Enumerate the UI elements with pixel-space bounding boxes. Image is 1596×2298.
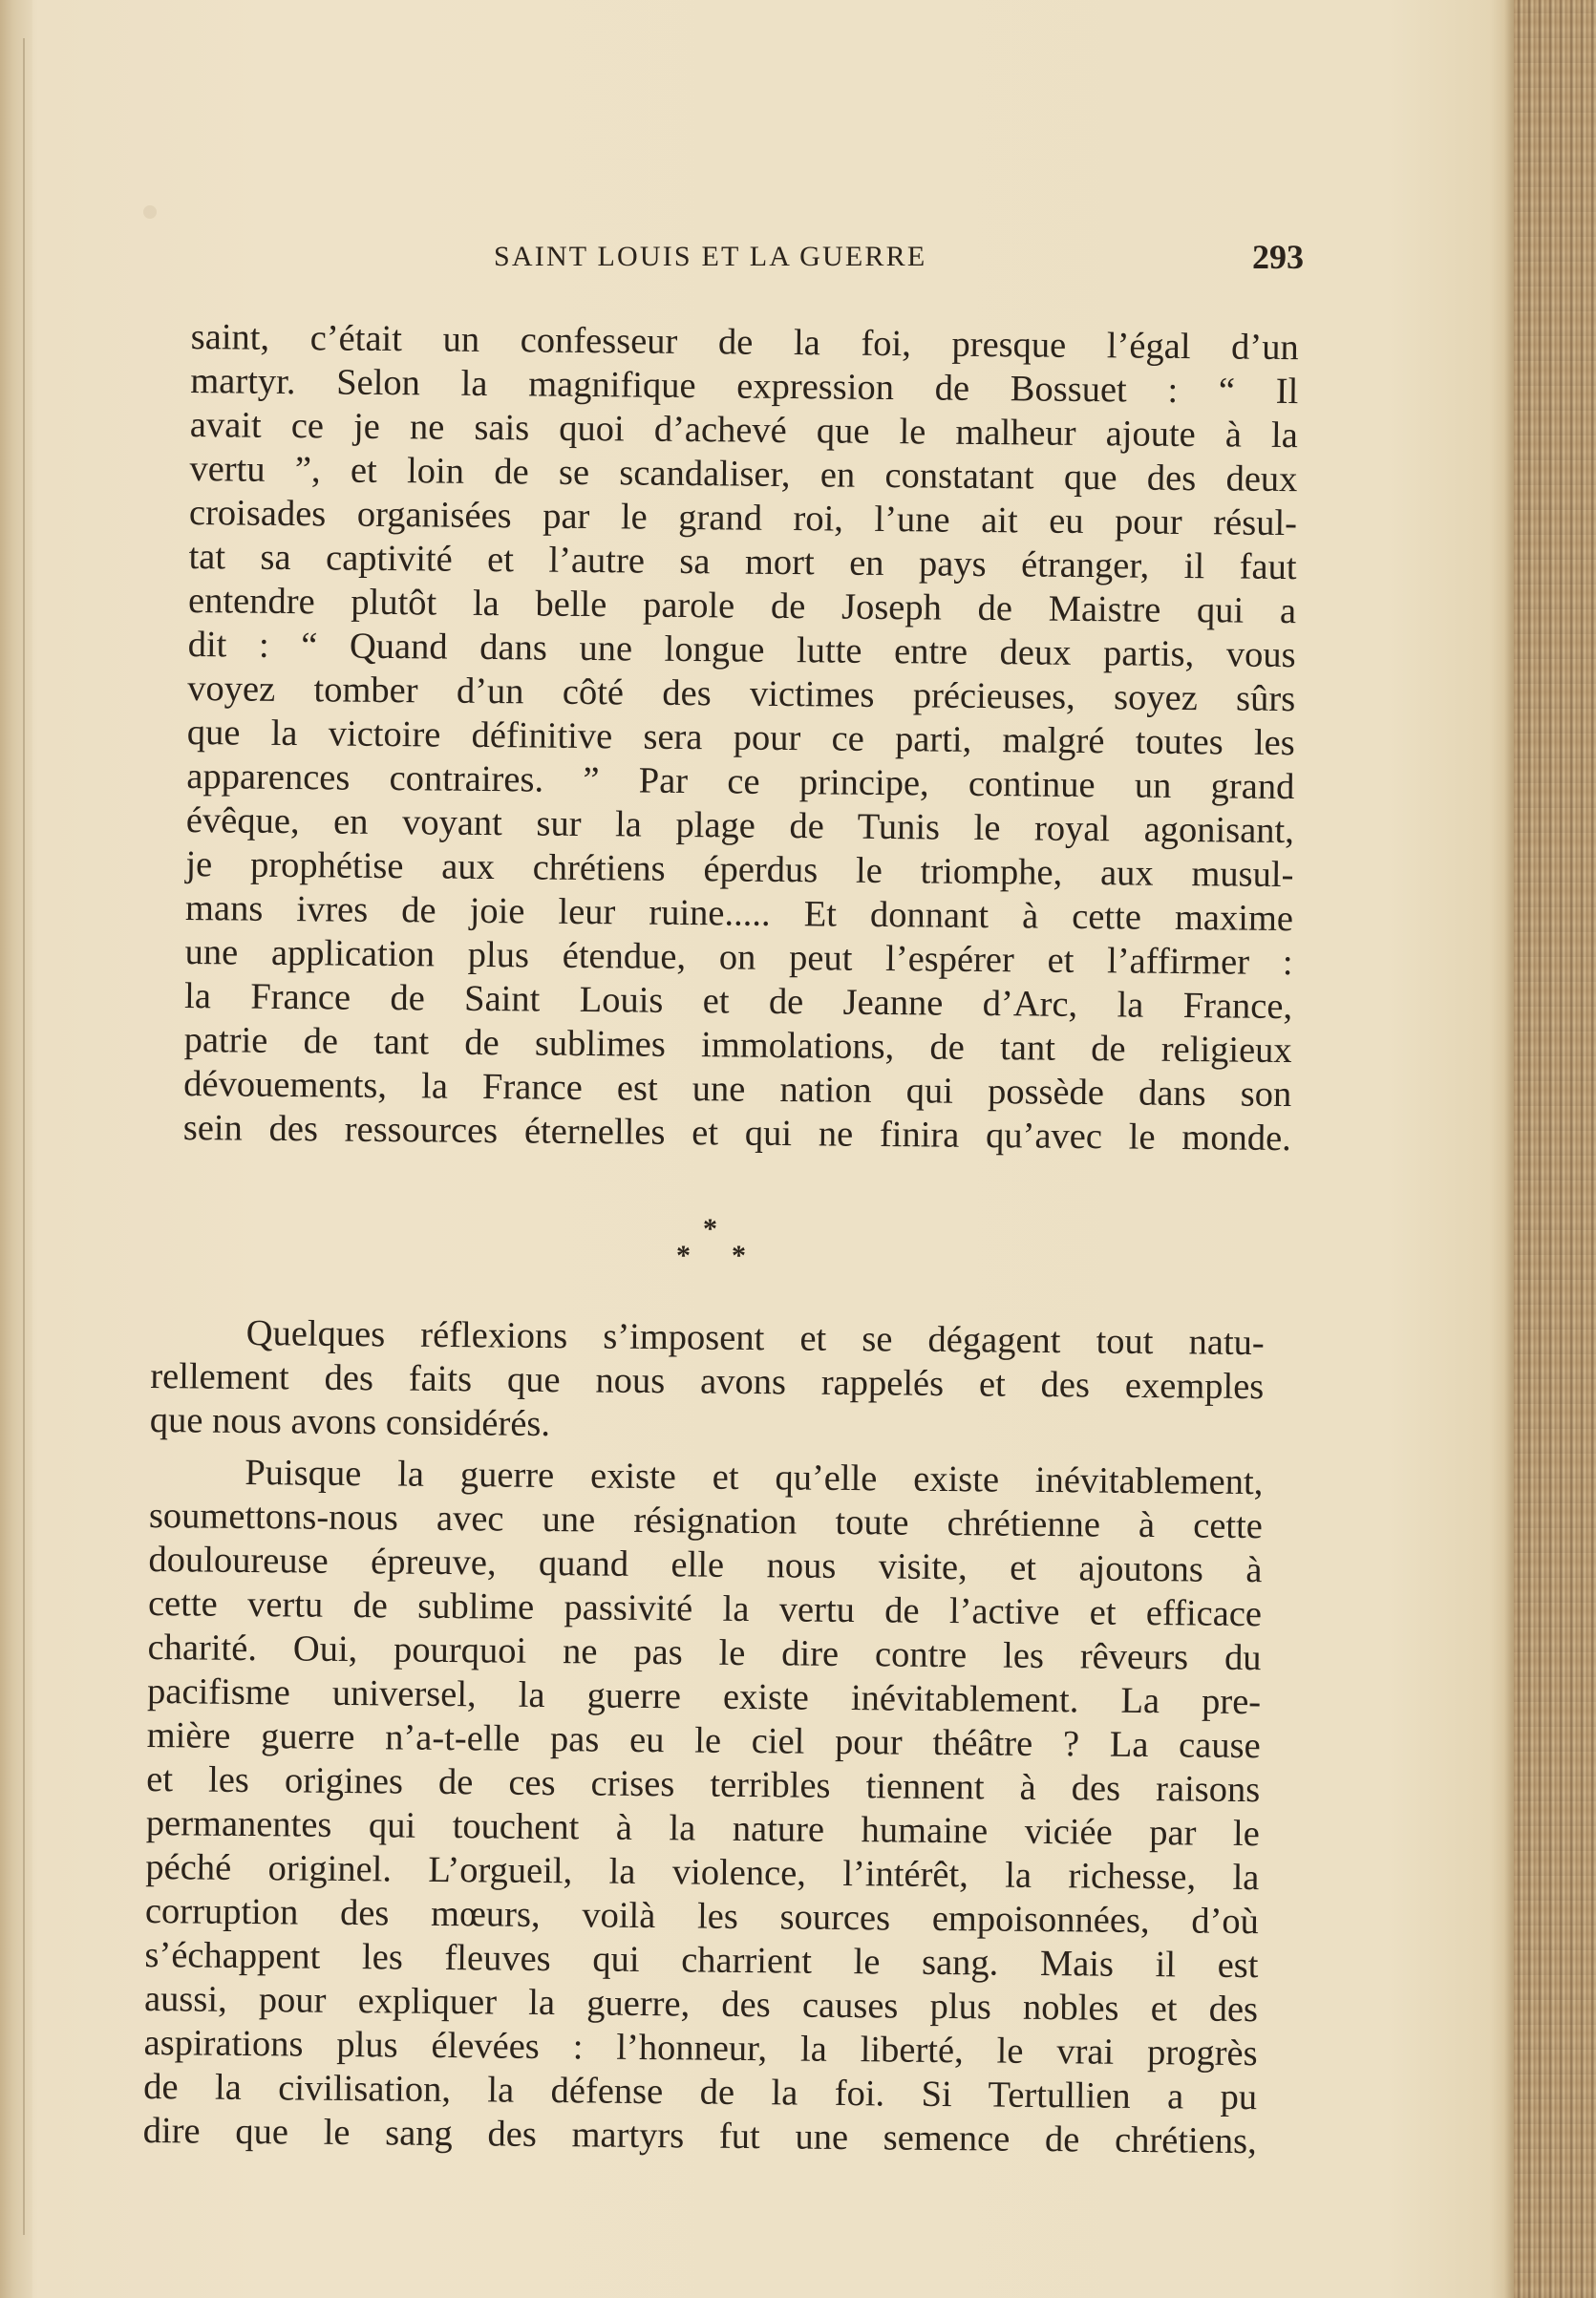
text-line: douloureuse épreuve, quand elle nous visite, et ajoutons à [148, 1539, 1263, 1591]
binding-gutter [0, 0, 32, 2298]
text-line: une application plus étendue, on peut l’espérer et l’affirmer : [184, 931, 1293, 984]
text-line: charité. Oui, pourquoi ne pas le dire contre les rêveurs du [147, 1627, 1262, 1679]
page-edges [1514, 0, 1596, 2298]
text-line: s’échappent les fleuves qui charrient le sang. Mais il est [144, 1934, 1259, 1987]
text-line: évêque, en voyant sur la plage de Tunis le royal agonisant, [185, 799, 1295, 852]
text-line: péché originel. L’orgueil, la violence, l’intérêt, la richesse, la [145, 1846, 1260, 1899]
text-line: tat sa captivité et l’autre sa mort en pays étranger, il faut [188, 536, 1297, 588]
text-line: dire que le sang des martyrs fut une semence de chrétiens, [142, 2110, 1257, 2162]
gutter-rule [23, 38, 25, 2235]
text-line: mans ivres de joie leur ruine..... Et donnant à cette maxime [184, 887, 1294, 940]
section-break-asterism [659, 1213, 764, 1280]
text-line: dévouements, la France est une nation qui possède dans son [183, 1063, 1292, 1116]
text-line: cette vertu de sublime passivité la vertu de l’active et efficace [147, 1583, 1263, 1635]
text-line: voyez tomber d’un côté des victimes précieuses, soyez sûrs [187, 668, 1296, 720]
text-line: dit : “ Quand dans une longue lutte entre deux partis, vous [187, 624, 1296, 676]
paragraph-1 [183, 315, 1299, 1160]
text-line: rellement des faits que nous avons rappelés et des exemples [150, 1355, 1265, 1408]
running-header [482, 238, 1304, 288]
page-stain [143, 205, 157, 219]
text-line: et les origines de ces crises terribles tiennent à des raisons [146, 1758, 1261, 1811]
text-line: mière guerre n’a-t-elle pas eu le ciel pour théâtre ? La cause [146, 1714, 1261, 1767]
text-line: soumettons-nous avec une résignation toute chrétienne à cette [148, 1495, 1264, 1547]
asterisk: * [703, 1213, 717, 1245]
text-line: que la victoire définitive sera pour ce parti, malgré toutes les [186, 712, 1295, 764]
text-line: corruption des mœurs, voilà les sources empoisonnées, d’où [144, 1890, 1260, 1943]
text-line: de la civilisation, la défense de la foi. Si Tertullien a pu [142, 2066, 1258, 2118]
text-line: que nous avons considérés. [149, 1399, 551, 1445]
page-number: 293 [1252, 238, 1304, 276]
text-line: permanentes qui touchent à la nature humaine viciée par le [145, 1802, 1260, 1855]
text-line: la France de Saint Louis et de Jeanne d’Arc, la France, [183, 975, 1293, 1028]
text-line: aussi, pour expliquer la guerre, des causes plus nobles et des [143, 1978, 1259, 2031]
asterisk: * [676, 1240, 691, 1271]
text-line: patrie de tant de sublimes immolations, de tant de religieux [183, 1019, 1292, 1072]
text-line: je prophétise aux chrétiens éperdus le triomphe, aux musul- [185, 843, 1294, 896]
text-line: saint, c’était un confesseur de la foi, presque l’égal d’un [190, 316, 1299, 369]
asterisk: * [732, 1240, 746, 1271]
text-line: sein des ressources éternelles et qui ne finira qu’avec le monde. [182, 1107, 1291, 1160]
paragraphs-2-3 [143, 1310, 1265, 2163]
running-title: SAINT LOUIS ET LA GUERRE [494, 241, 927, 272]
text-line: Puisque la guerre existe et qu’elle existe inévitablement, [245, 1452, 1264, 1503]
text-line: Quelques réflexions s’imposent et se dégagent tout natu- [245, 1312, 1265, 1364]
text-line: apparences contraires. ” Par ce principe, continue un grand [186, 755, 1295, 808]
text-line: aspirations plus élevées : l’honneur, la liberté, le vrai progrès [143, 2022, 1258, 2075]
text-line: pacifisme universel, la guerre existe inévitablement. La pre- [146, 1670, 1262, 1723]
text-line: entendre plutôt la belle parole de Joseph de Maistre qui a [187, 580, 1297, 632]
text-line: avait ce je ne sais quoi d’achevé que le malheur ajoute à la [189, 404, 1299, 457]
text-line: martyr. Selon la magnifique expression de Bossuet : “ Il [190, 360, 1299, 413]
text-line: croisades organisées par le grand roi, l’une ait eu pour résul- [188, 492, 1298, 544]
text-line: vertu ”, et loin de se scandaliser, en constatant que des deux [189, 448, 1298, 500]
